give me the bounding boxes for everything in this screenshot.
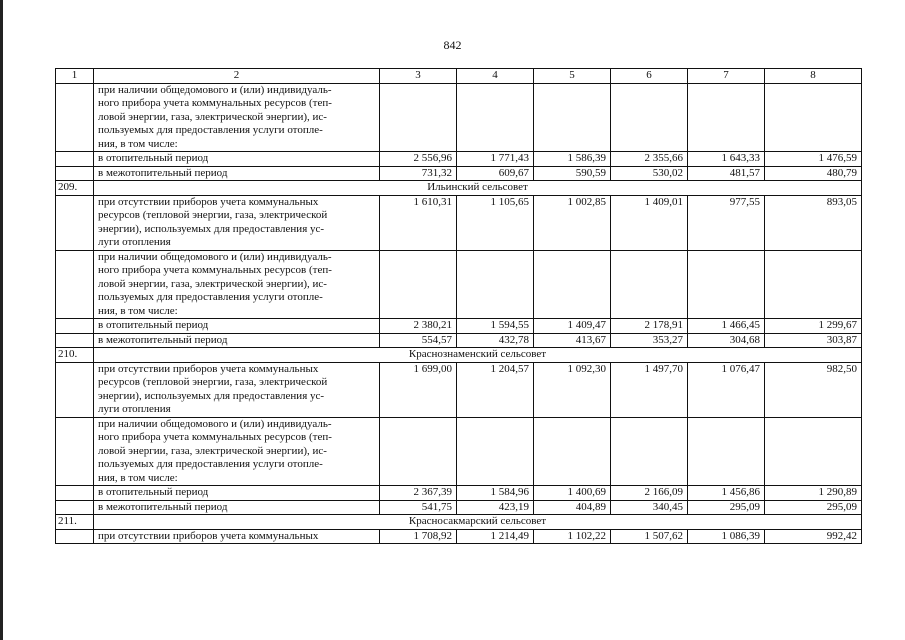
value-cell (611, 417, 688, 486)
row-label: в межотопительный период (94, 333, 380, 348)
value-cell (380, 417, 457, 486)
page-left-edge (0, 0, 3, 640)
value-cell: 1 699,00 (380, 362, 457, 417)
row-label (94, 417, 380, 486)
row-number-cell (56, 319, 94, 334)
row-number-cell (56, 195, 94, 250)
row-label: в отопительный период (94, 319, 380, 334)
label-line: луги отопления (98, 403, 171, 415)
value-cell: 1 476,59 (765, 152, 862, 167)
value-cell: 304,68 (688, 333, 765, 348)
row-label (94, 83, 380, 152)
section-name: Красносакмарский сельсовет (94, 515, 862, 530)
page-number: 842 (443, 38, 462, 52)
row-label: в отопительный период (94, 486, 380, 501)
row-label (94, 250, 380, 319)
value-cell: 554,57 (380, 333, 457, 348)
label-line: при отсутствии приборов учета коммунальных (98, 195, 319, 208)
value-cell: 1 586,39 (534, 152, 611, 167)
header-cell: 1 (56, 69, 94, 84)
value-cell: 2 556,96 (380, 152, 457, 167)
header-cell: 3 (380, 69, 457, 84)
value-cell (688, 417, 765, 486)
header-cell: 2 (94, 69, 380, 84)
section-row (56, 348, 862, 363)
value-cell: 2 178,91 (611, 319, 688, 334)
label-line: пользуемых для предоставления услуги отопле- (98, 458, 323, 470)
value-cell: 530,02 (611, 166, 688, 181)
label-line: ного прибора учета коммунальных ресурсов (теп- (98, 264, 332, 276)
value-cell (534, 417, 611, 486)
value-cell: 1 594,55 (457, 319, 534, 334)
value-cell: 1 507,62 (611, 529, 688, 544)
value-cell (688, 83, 765, 152)
label-line: ресурсов (тепловой энергии, газа, электрической (98, 376, 328, 388)
text-row (56, 362, 862, 417)
label-line: энергии), используемых для предоставления ус- (98, 222, 325, 235)
value-cell: 340,45 (611, 500, 688, 515)
row-number-cell (56, 486, 94, 501)
value-cell (534, 83, 611, 152)
value-cell: 413,67 (534, 333, 611, 348)
label-line: при наличии общедомового и (или) индивидуаль- (98, 83, 332, 96)
value-cell: 1 584,96 (457, 486, 534, 501)
value-row (56, 152, 862, 167)
value-cell: 1 643,33 (688, 152, 765, 167)
value-cell: 977,55 (688, 195, 765, 250)
value-cell (765, 417, 862, 486)
text-row (56, 250, 862, 319)
section-number: 211. (56, 515, 94, 530)
value-row (56, 166, 862, 181)
header-cell: 4 (457, 69, 534, 84)
label-line: ного прибора учета коммунальных ресурсов (теп- (98, 431, 332, 443)
label-line: ния, в том числе: (98, 137, 178, 150)
value-cell: 1 708,92 (380, 529, 457, 544)
value-cell: 1 409,01 (611, 195, 688, 250)
label-line: ния, в том числе: (98, 471, 178, 484)
value-cell: 1 076,47 (688, 362, 765, 417)
value-cell: 481,57 (688, 166, 765, 181)
value-cell: 1 204,57 (457, 362, 534, 417)
value-row (56, 486, 862, 501)
value-cell: 590,59 (534, 166, 611, 181)
value-cell (457, 250, 534, 319)
value-cell: 992,42 (765, 529, 862, 544)
header-cell: 5 (534, 69, 611, 84)
label-line: при наличии общедомового и (или) индивидуаль- (98, 250, 332, 263)
row-label: в отопительный период (94, 152, 380, 167)
value-cell: 982,50 (765, 362, 862, 417)
value-row (56, 529, 862, 544)
section-row (56, 181, 862, 196)
value-cell (765, 83, 862, 152)
value-cell: 295,09 (688, 500, 765, 515)
row-number-cell (56, 250, 94, 319)
value-cell: 1 610,31 (380, 195, 457, 250)
text-row (56, 83, 862, 152)
value-cell (457, 417, 534, 486)
row-label: при отсутствии приборов учета коммунальных (94, 529, 380, 544)
row-number-cell (56, 83, 94, 152)
row-label (94, 362, 380, 417)
section-number: 210. (56, 348, 94, 363)
value-cell: 2 367,39 (380, 486, 457, 501)
value-cell: 1 102,22 (534, 529, 611, 544)
value-cell: 1 092,30 (534, 362, 611, 417)
text-row (56, 195, 862, 250)
value-cell: 295,09 (765, 500, 862, 515)
value-cell (380, 250, 457, 319)
value-row (56, 500, 862, 515)
value-cell: 353,27 (611, 333, 688, 348)
text-row (56, 417, 862, 486)
value-cell: 423,19 (457, 500, 534, 515)
value-cell: 1 105,65 (457, 195, 534, 250)
label-line: при наличии общедомового и (или) индивидуаль- (98, 417, 332, 430)
label-line: ловой энергии, газа, электрической энергии), ис- (98, 444, 327, 457)
value-cell (688, 250, 765, 319)
row-number-cell (56, 166, 94, 181)
row-number-cell (56, 529, 94, 544)
value-cell: 432,78 (457, 333, 534, 348)
label-line: пользуемых для предоставления услуги отопле- (98, 124, 323, 136)
section-row (56, 515, 862, 530)
header-cell: 6 (611, 69, 688, 84)
value-cell: 1 214,49 (457, 529, 534, 544)
value-cell (534, 250, 611, 319)
value-cell: 893,05 (765, 195, 862, 250)
header-cell: 8 (765, 69, 862, 84)
value-row (56, 319, 862, 334)
value-cell (611, 250, 688, 319)
row-label: в межотопительный период (94, 500, 380, 515)
value-cell: 480,79 (765, 166, 862, 181)
value-cell: 404,89 (534, 500, 611, 515)
value-cell: 731,32 (380, 166, 457, 181)
label-line: ния, в том числе: (98, 304, 178, 317)
value-cell: 1 466,45 (688, 319, 765, 334)
value-cell: 1 409,47 (534, 319, 611, 334)
header-cell: 7 (688, 69, 765, 84)
label-line: пользуемых для предоставления услуги отопле- (98, 291, 323, 303)
label-line: луги отопления (98, 236, 171, 248)
row-number-cell (56, 333, 94, 348)
value-cell: 1 456,86 (688, 486, 765, 501)
label-line: ловой энергии, газа, электрической энергии), ис- (98, 110, 327, 123)
label-line: при отсутствии приборов учета коммунальных (98, 362, 319, 375)
value-cell: 2 380,21 (380, 319, 457, 334)
label-line: ного прибора учета коммунальных ресурсов (теп- (98, 97, 332, 109)
value-cell (765, 250, 862, 319)
value-cell: 1 002,85 (534, 195, 611, 250)
label-line: ловой энергии, газа, электрической энергии), ис- (98, 277, 327, 290)
row-label (94, 195, 380, 250)
value-cell: 609,67 (457, 166, 534, 181)
row-label: в межотопительный период (94, 166, 380, 181)
row-number-cell (56, 500, 94, 515)
value-cell (457, 83, 534, 152)
value-cell: 1 771,43 (457, 152, 534, 167)
value-cell: 2 166,09 (611, 486, 688, 501)
section-name: Ильинский сельсовет (94, 181, 862, 196)
row-number-cell (56, 417, 94, 486)
row-number-cell (56, 362, 94, 417)
value-cell: 1 400,69 (534, 486, 611, 501)
value-cell (611, 83, 688, 152)
row-number-cell (56, 152, 94, 167)
value-cell: 303,87 (765, 333, 862, 348)
label-line: энергии), используемых для предоставления ус- (98, 389, 325, 402)
value-cell: 2 355,66 (611, 152, 688, 167)
value-cell: 541,75 (380, 500, 457, 515)
value-cell: 1 497,70 (611, 362, 688, 417)
section-name: Краснознаменский сельсовет (94, 348, 862, 363)
value-cell: 1 299,67 (765, 319, 862, 334)
label-line: ресурсов (тепловой энергии, газа, электрической (98, 209, 328, 221)
header-row (56, 69, 862, 84)
section-number: 209. (56, 181, 94, 196)
tariff-table (55, 68, 862, 544)
value-cell: 1 290,89 (765, 486, 862, 501)
value-cell (380, 83, 457, 152)
value-row (56, 333, 862, 348)
value-cell: 1 086,39 (688, 529, 765, 544)
